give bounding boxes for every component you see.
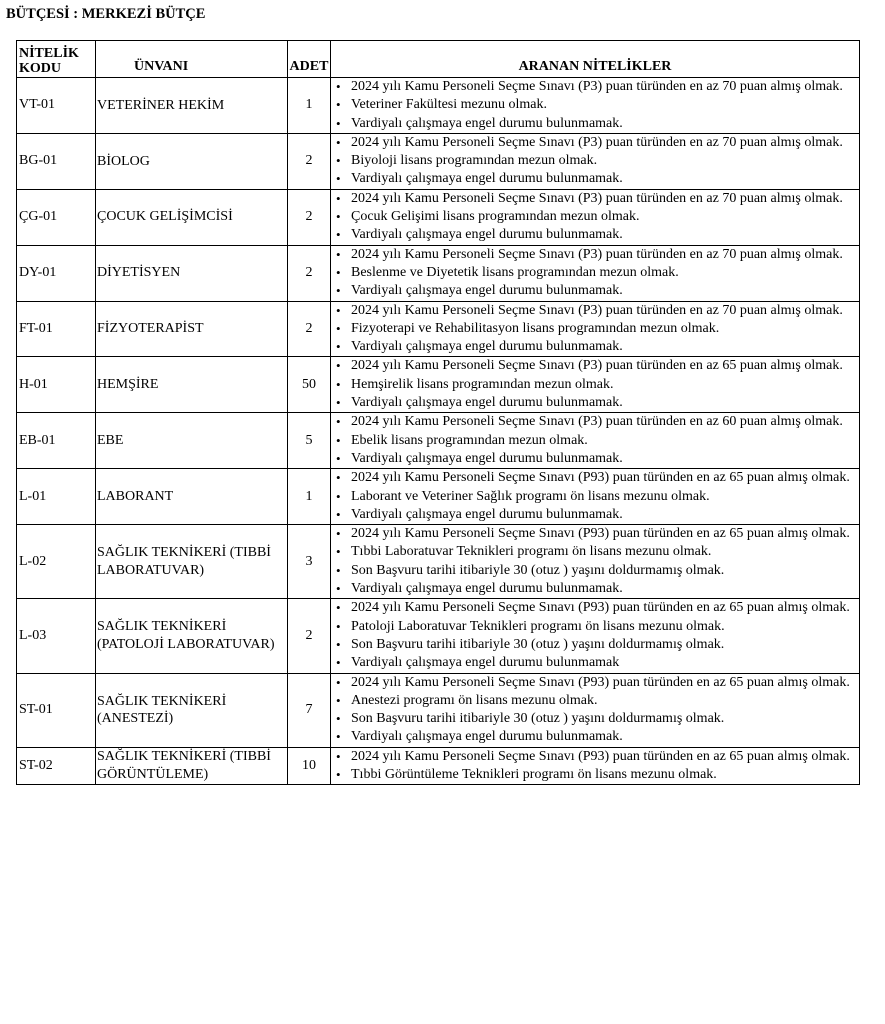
position-requirements	[331, 189, 860, 245]
position-requirements	[331, 599, 860, 673]
header-row	[17, 41, 860, 78]
requirements-list	[331, 134, 858, 189]
header-requirements: ARANAN NİTELİKLER	[331, 41, 860, 78]
position-requirements	[331, 357, 860, 413]
position-title: EBE	[96, 413, 288, 469]
position-code: ÇG-01	[17, 189, 96, 245]
position-count: 5	[288, 413, 331, 469]
position-requirements	[331, 78, 860, 134]
requirement-item: • Beslenme ve Diyetetik lisans programından mezun olmak.	[331, 264, 858, 282]
requirement-item: • Vardiyalı çalışmaya engel durumu bulunmamak.	[331, 394, 858, 412]
position-count: 2	[288, 245, 331, 301]
requirement-item: • 2024 yılı Kamu Personeli Seçme Sınavı (P3) puan türünden en az 70 puan almış olmak.	[331, 78, 858, 96]
requirement-item: • Vardiyalı çalışmaya engel durumu bulunmamak.	[331, 170, 858, 188]
requirements-list	[331, 599, 858, 672]
position-title: BİOLOG	[96, 133, 288, 189]
requirements-list	[331, 302, 858, 357]
table-row	[17, 673, 860, 747]
page-heading: BÜTÇESİ : MERKEZİ BÜTÇE	[6, 6, 206, 22]
requirement-item: • Vardiyalı çalışmaya engel durumu bulunmamak.	[331, 506, 858, 524]
position-code: EB-01	[17, 413, 96, 469]
table-row	[17, 301, 860, 357]
position-count: 10	[288, 747, 331, 785]
position-title: LABORANT	[96, 469, 288, 525]
position-title: FİZYOTERAPİST	[96, 301, 288, 357]
requirement-item: • 2024 yılı Kamu Personeli Seçme Sınavı (P3) puan türünden en az 70 puan almış olmak.	[331, 246, 858, 264]
position-title: SAĞLIK TEKNİKERİ (TIBBİ GÖRÜNTÜLEME)	[96, 747, 288, 785]
table-row	[17, 245, 860, 301]
requirement-item: • Patoloji Laboratuvar Teknikleri programı ön lisans mezunu olmak.	[331, 618, 858, 636]
table-row	[17, 469, 860, 525]
table-body	[17, 78, 860, 785]
requirements-list	[331, 78, 858, 133]
requirement-item: • 2024 yılı Kamu Personeli Seçme Sınavı (P93) puan türünden en az 65 puan almış olmak.	[331, 599, 858, 617]
requirements-list	[331, 190, 858, 245]
position-code: DY-01	[17, 245, 96, 301]
position-count: 1	[288, 78, 331, 134]
requirement-item: • Tıbbi Görüntüleme Teknikleri programı ön lisans mezunu olmak.	[331, 766, 858, 784]
requirements-list	[331, 748, 858, 785]
requirement-item: • 2024 yılı Kamu Personeli Seçme Sınavı (P3) puan türünden en az 70 puan almış olmak.	[331, 134, 858, 152]
position-code: VT-01	[17, 78, 96, 134]
requirement-item: • Biyoloji lisans programından mezun olmak.	[331, 152, 858, 170]
requirement-item: • Tıbbi Laboratuvar Teknikleri programı ön lisans mezunu olmak.	[331, 543, 858, 561]
position-requirements	[331, 413, 860, 469]
positions-table	[16, 40, 860, 785]
requirement-item: • Vardiyalı çalışmaya engel durumu bulunmamak.	[331, 115, 858, 133]
position-requirements	[331, 673, 860, 747]
requirement-item: • Son Başvuru tarihi itibariyle 30 (otuz ) yaşını doldurmamış olmak.	[331, 636, 858, 654]
position-requirements	[331, 525, 860, 599]
requirement-item: • Vardiyalı çalışmaya engel durumu bulunmamak.	[331, 282, 858, 300]
header-count: ADET	[288, 41, 331, 78]
position-count: 7	[288, 673, 331, 747]
requirement-item: • Son Başvuru tarihi itibariyle 30 (otuz ) yaşını doldurmamış olmak.	[331, 710, 858, 728]
requirement-item: • 2024 yılı Kamu Personeli Seçme Sınavı (P3) puan türünden en az 70 puan almış olmak.	[331, 190, 858, 208]
header-code	[17, 41, 96, 78]
requirement-item: • Son Başvuru tarihi itibariyle 30 (otuz ) yaşını doldurmamış olmak.	[331, 562, 858, 580]
table-row	[17, 357, 860, 413]
position-count: 3	[288, 525, 331, 599]
position-code: FT-01	[17, 301, 96, 357]
requirement-item: • Çocuk Gelişimi lisans programından mezun olmak.	[331, 208, 858, 226]
position-code: ST-01	[17, 673, 96, 747]
position-title: DİYETİSYEN	[96, 245, 288, 301]
position-count: 2	[288, 189, 331, 245]
position-count: 1	[288, 469, 331, 525]
table-row	[17, 133, 860, 189]
requirement-item: • 2024 yılı Kamu Personeli Seçme Sınavı (P3) puan türünden en az 65 puan almış olmak.	[331, 357, 858, 375]
position-count: 2	[288, 133, 331, 189]
position-requirements	[331, 245, 860, 301]
requirements-list	[331, 246, 858, 301]
requirement-item: • Vardiyalı çalışmaya engel durumu bulunmamak.	[331, 728, 858, 746]
requirement-item: • 2024 yılı Kamu Personeli Seçme Sınavı (P3) puan türünden en az 60 puan almış olmak.	[331, 413, 858, 431]
position-requirements	[331, 747, 860, 785]
position-count: 2	[288, 301, 331, 357]
requirement-item: • 2024 yılı Kamu Personeli Seçme Sınavı (P93) puan türünden en az 65 puan almış olmak.	[331, 525, 858, 543]
position-code: H-01	[17, 357, 96, 413]
requirements-list	[331, 357, 858, 412]
requirement-item: • Vardiyalı çalışmaya engel durumu bulunmamak	[331, 654, 858, 672]
requirement-item: • Laborant ve Veteriner Sağlık programı ön lisans mezunu olmak.	[331, 488, 858, 506]
requirements-list	[331, 674, 858, 747]
requirements-list	[331, 525, 858, 598]
requirement-item: • 2024 yılı Kamu Personeli Seçme Sınavı (P93) puan türünden en az 65 puan almış olmak.	[331, 469, 858, 487]
position-code: ST-02	[17, 747, 96, 785]
position-requirements	[331, 469, 860, 525]
position-title: ÇOCUK GELİŞİMCİSİ	[96, 189, 288, 245]
position-requirements	[331, 301, 860, 357]
requirement-item: • Fizyoterapi ve Rehabilitasyon lisans programından mezun olmak.	[331, 320, 858, 338]
requirement-item: • Ebelik lisans programından mezun olmak.	[331, 432, 858, 450]
position-title: SAĞLIK TEKNİKERİ (PATOLOJİ LABORATUVAR)	[96, 599, 288, 673]
header-title: ÜNVANI	[96, 41, 288, 78]
position-code: L-01	[17, 469, 96, 525]
requirement-item: • 2024 yılı Kamu Personeli Seçme Sınavı (P93) puan türünden en az 65 puan almış olmak.	[331, 748, 858, 766]
requirements-list	[331, 469, 858, 524]
position-code: BG-01	[17, 133, 96, 189]
requirement-item: • Vardiyalı çalışmaya engel durumu bulunmamak.	[331, 580, 858, 598]
position-code: L-02	[17, 525, 96, 599]
table-row	[17, 413, 860, 469]
position-requirements	[331, 133, 860, 189]
position-code: L-03	[17, 599, 96, 673]
table-row	[17, 78, 860, 134]
position-count: 2	[288, 599, 331, 673]
header-code-line2: KODU	[19, 61, 61, 76]
position-title: SAĞLIK TEKNİKERİ (ANESTEZİ)	[96, 673, 288, 747]
requirement-item: • 2024 yılı Kamu Personeli Seçme Sınavı (P3) puan türünden en az 70 puan almış olmak.	[331, 302, 858, 320]
requirements-list	[331, 413, 858, 468]
requirement-item: • 2024 yılı Kamu Personeli Seçme Sınavı (P93) puan türünden en az 65 puan almış olmak.	[331, 674, 858, 692]
position-title: HEMŞİRE	[96, 357, 288, 413]
position-title: VETERİNER HEKİM	[96, 78, 288, 134]
requirement-item: • Vardiyalı çalışmaya engel durumu bulunmamak.	[331, 338, 858, 356]
table-row	[17, 525, 860, 599]
table-row	[17, 747, 860, 785]
requirement-item: • Hemşirelik lisans programından mezun olmak.	[331, 376, 858, 394]
table-row	[17, 599, 860, 673]
requirement-item: • Veteriner Fakültesi mezunu olmak.	[331, 96, 858, 114]
requirement-item: • Vardiyalı çalışmaya engel durumu bulunmamak.	[331, 450, 858, 468]
table-row	[17, 189, 860, 245]
requirement-item: • Vardiyalı çalışmaya engel durumu bulunmamak.	[331, 226, 858, 244]
position-title: SAĞLIK TEKNİKERİ (TIBBİ LABORATUVAR)	[96, 525, 288, 599]
requirement-item: • Anestezi programı ön lisans mezunu olmak.	[331, 692, 858, 710]
header-code-line1: NİTELİK	[19, 46, 79, 61]
position-count: 50	[288, 357, 331, 413]
